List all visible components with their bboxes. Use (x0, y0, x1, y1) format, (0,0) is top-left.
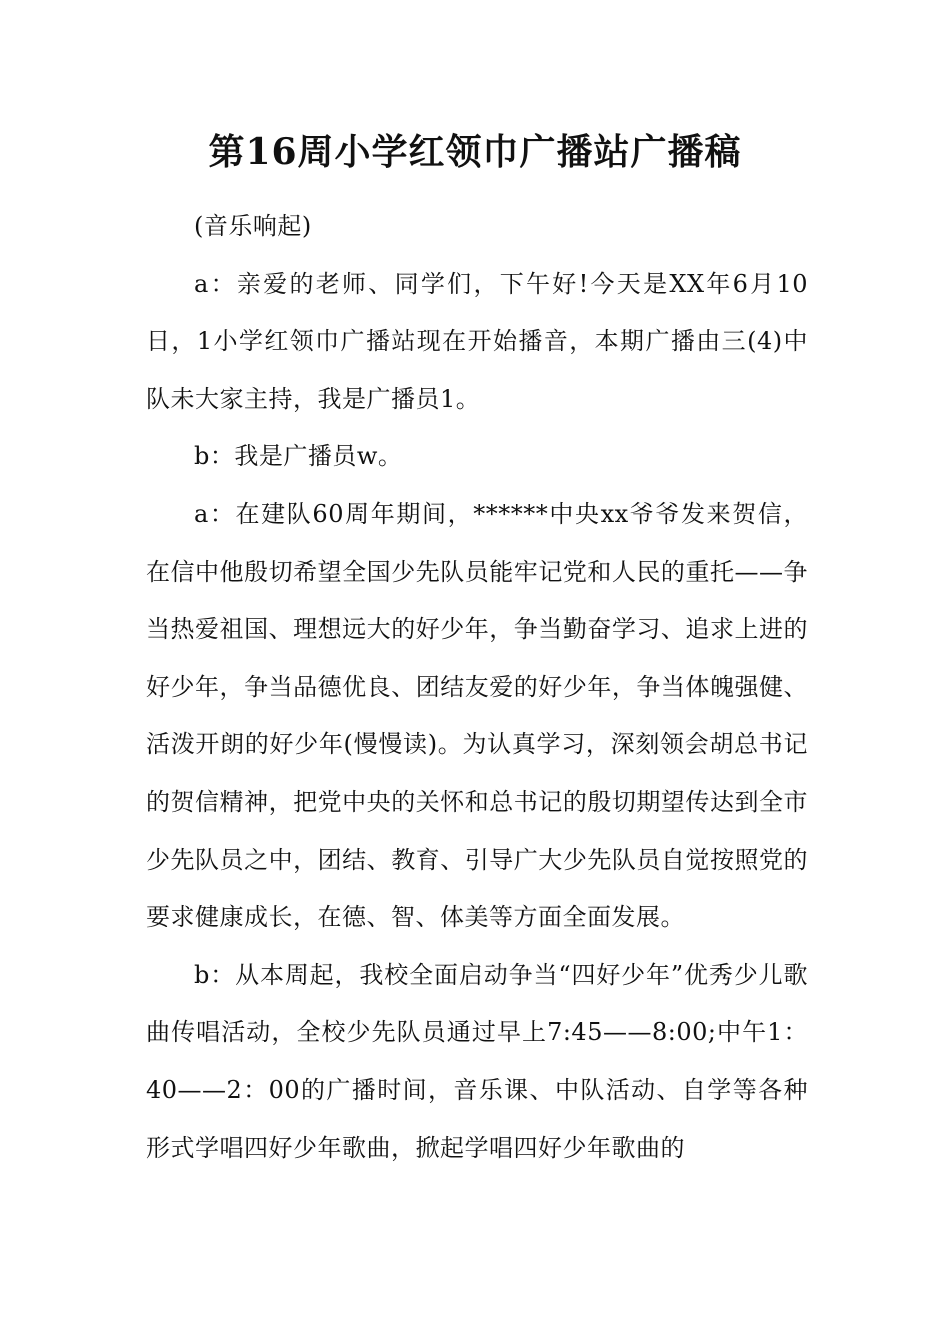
stage-direction: (音乐响起) (194, 212, 312, 240)
document-title: 第16周小学红领巾广播站广播稿 (208, 131, 742, 173)
paragraph: a：在建队60周年期间，******中央xx爷爷发来贺信，在信中他殷切希望全国少先队员能牢记党和人民的重托——争当热爱祖国、理想远大的好少年，争当勤奋学习、追求上进的好少年，争当品德优良、团结友爱的好少年，争当体魄强健、活泼开朗的好少年(慢慢读)。为认真学习，深刻领会胡总书记的贺信精神，把党中央的关怀和总书记的殷切期望传达到全市少先队员之中，团结、教育、引导广大少先队员自觉按照党的要求健康成长，在德、智、体美等方面全面发展。 (146, 499, 808, 932)
paragraph: b：从本周起，我校全面启动争当“四好少年”优秀少儿歌曲传唱活动，全校少先队员通过早上7:45——8:00;中午1：40——2：00的广播时间，音乐课、中队活动、自学等各种形式学唱四好少年歌曲，掀起学唱四好少年歌曲的 (146, 960, 808, 1162)
paragraph: b：我是广播员w。 (194, 442, 403, 471)
document-body (146, 198, 808, 1177)
paragraph: a：亲爱的老师、同学们，下午好!今天是XX年6月10日，1小学红领巾广播站现在开始播音，本期广播由三(4)中队未大家主持，我是广播员1。 (146, 269, 808, 413)
